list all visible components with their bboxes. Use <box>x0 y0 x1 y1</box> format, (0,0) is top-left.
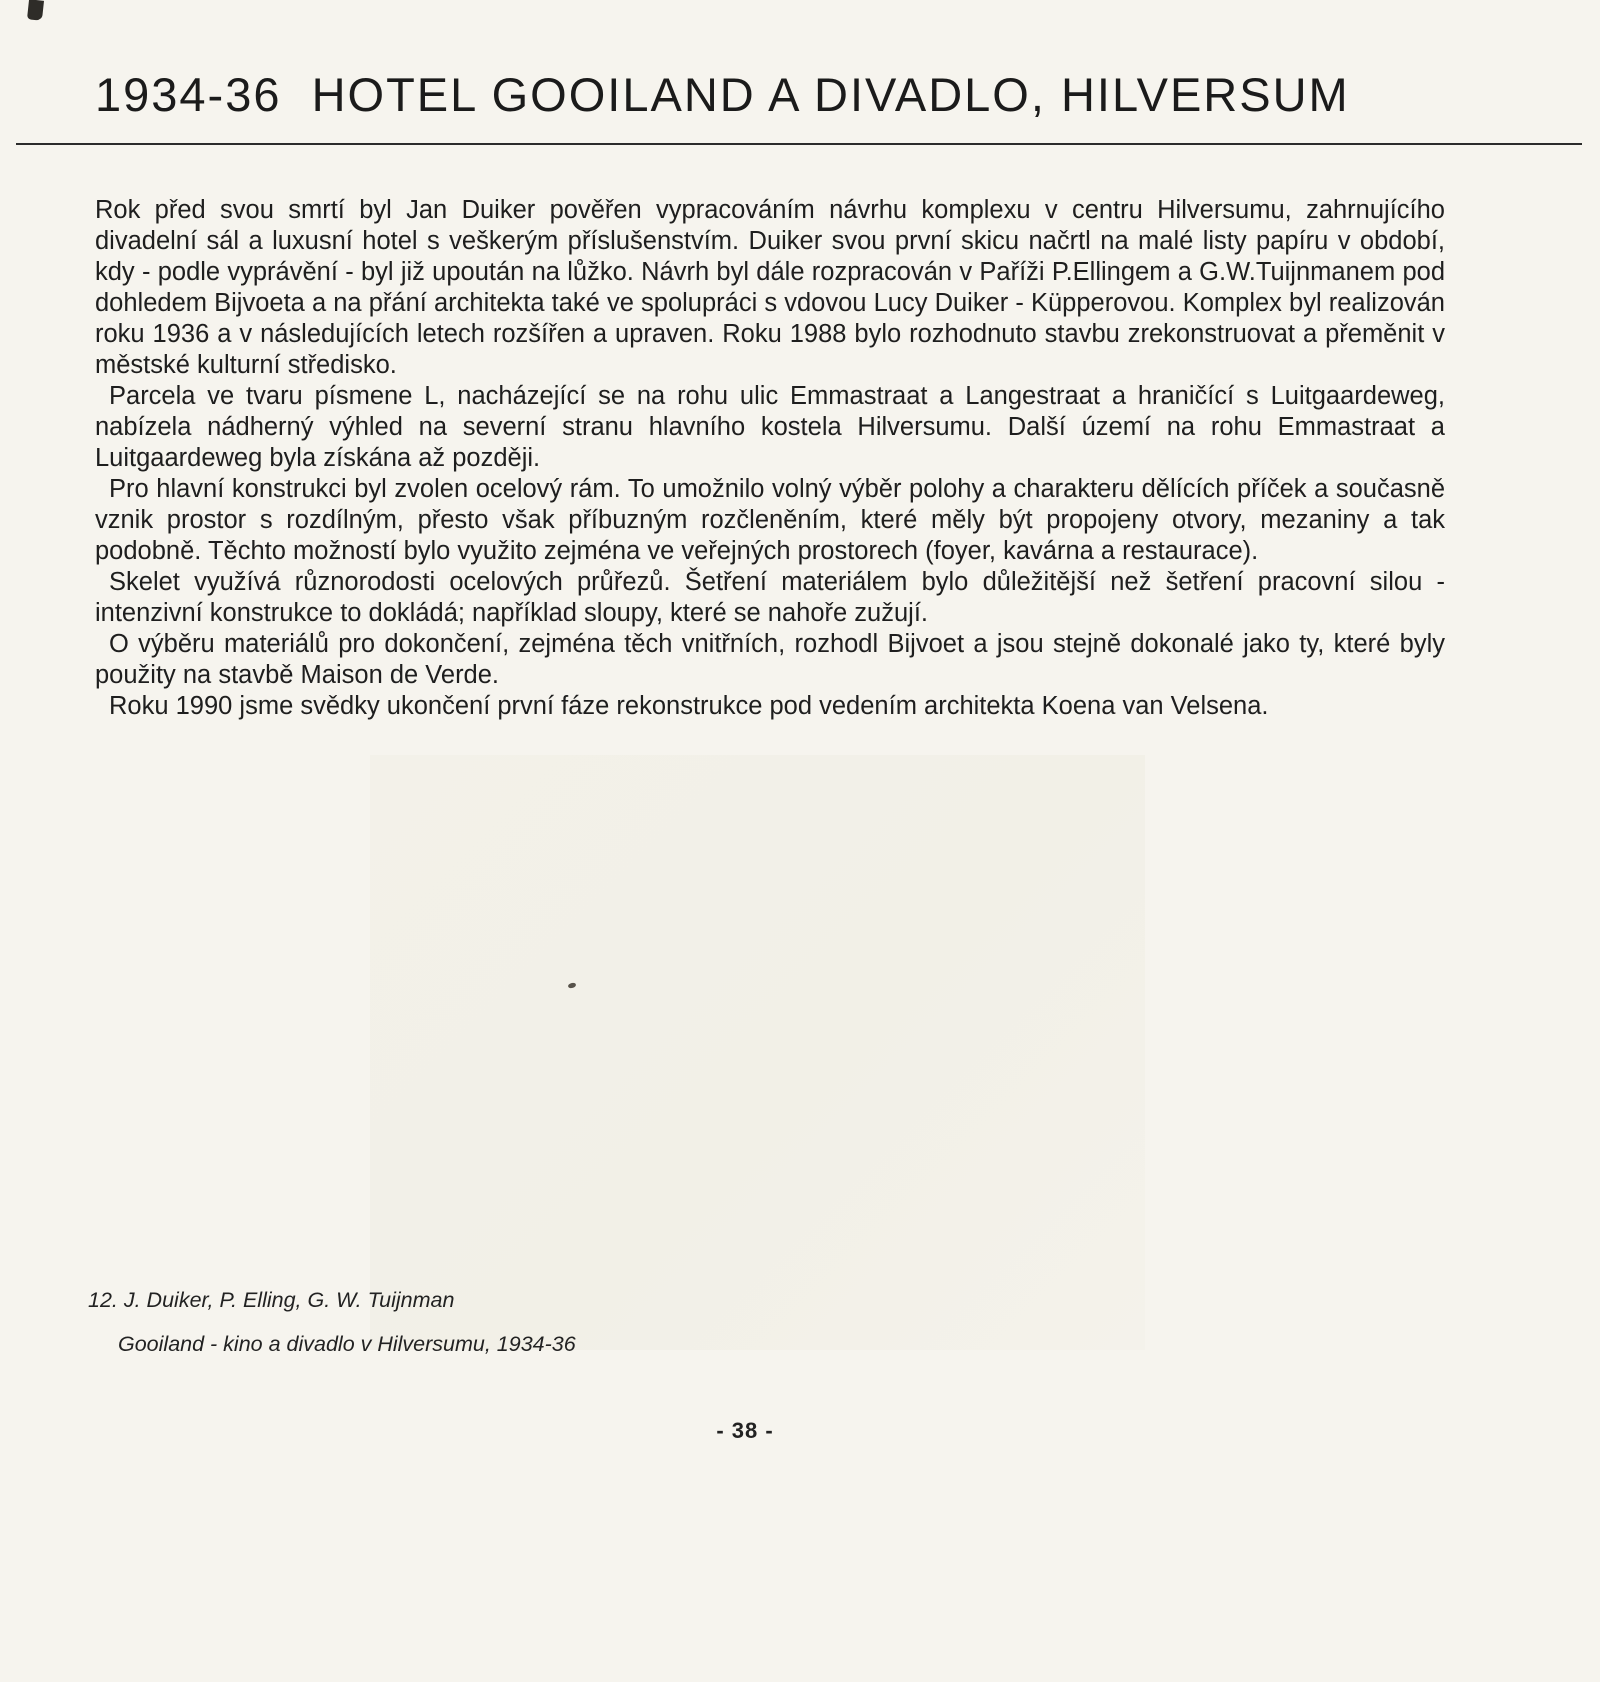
article-body <box>0 195 1600 722</box>
paragraph: Skelet využívá různorodosti ocelových průřezů. Šetření materiálem bylo důležitější než šetření pracovní silou - intenzivní konstrukce to dokládá; například sloupy, které se nahoře zužují. <box>95 568 1445 628</box>
caption-title: Gooiland - kino a divadlo v Hilversumu, 1934-36 <box>118 1331 576 1356</box>
figure-caption <box>88 1288 576 1358</box>
paragraph: Rok před svou smrtí byl Jan Duiker pověřen vypracováním návrhu komplexu v centru Hilversumu, zahrnujícího divadelní sál a luxusní hotel s veškerým příslušenstvím. Duiker svou první skicu načrtl na malé listy papíru v období, kdy - podle vyprávění - byl již upoután na lůžko. Návrh byl dále rozpracován v Paříži P.Ellingem a G.W.Tuijnmanem pod dohledem Bijvoeta a na přání architekta také ve spolupráci s vdovou Lucy Duiker - Küpperovou. Komplex byl realizován roku 1936 a v následujících letech rozšířen a upraven. Roku 1988 bylo rozhodnuto stavbu zrekonstruovat a přeměnit v městské kulturní středisko. <box>95 196 1445 380</box>
paragraph: Pro hlavní konstrukci byl zvolen ocelový rám. To umožnilo volný výběr polohy a charakteru dělících příček a současně vznik prostor s rozdílným, přesto však příbuzným rozčleněním, které měly být propojeny otvory, mezaniny a tak podobně. Těchto možností bylo využito zejména ve veřejných prostorech (foyer, kavárna a restaurace). <box>95 475 1445 566</box>
faint-photo <box>370 755 1145 1350</box>
paragraph: Parcela ve tvaru písmene L, nacházející se na rohu ulic Emmastraat a Langestraat a hraničící s Luitgaardeweg, nabízela nádherný výhled na severní stranu hlavního kostela Hilversumu. Další území na rohu Emmastraat a Luitgaardeweg byla získána až později. <box>95 382 1445 473</box>
scan-artifact <box>27 0 44 21</box>
page-title: 1934-36 HOTEL GOOILAND A DIVADLO, HILVERSUM <box>95 68 1350 121</box>
page-number: - 38 - <box>716 1418 774 1443</box>
title-divider <box>16 143 1582 145</box>
photo-speck <box>567 982 576 989</box>
caption-credit: 12. J. Duiker, P. Elling, G. W. Tuijnman <box>88 1288 455 1312</box>
paragraph: Roku 1990 jsme svědky ukončení první fáze rekonstrukce pod vedením architekta Koena van Velsena. <box>109 692 1269 721</box>
paragraph: O výběru materiálů pro dokončení, zejména těch vnitřních, rozhodl Bijvoet a jsou stejně dokonalé jako ty, které byly použity na stavbě Maison de Verde. <box>95 630 1445 690</box>
